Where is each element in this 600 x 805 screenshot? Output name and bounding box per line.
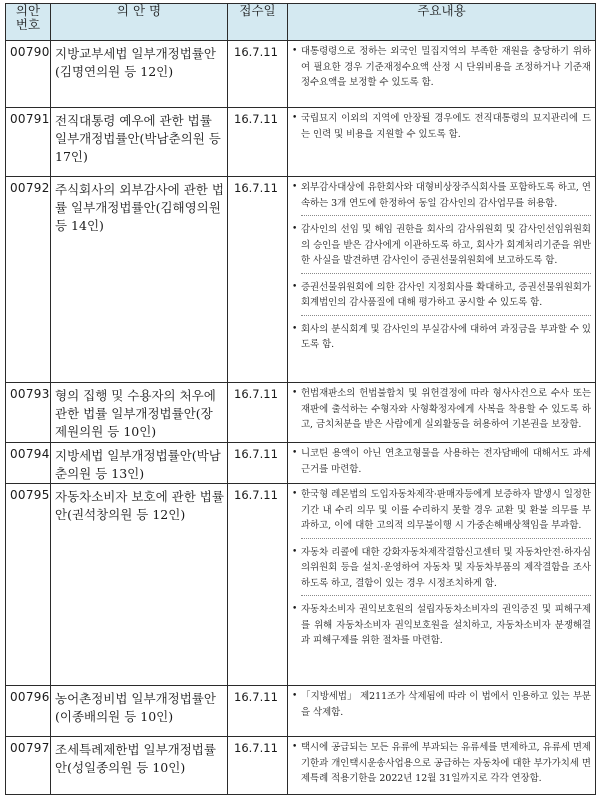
bill-number: 00794 (6, 443, 51, 484)
bullet-icon: • (292, 182, 298, 192)
bill-name: 전직대통령 예우에 관한 법률 일부개정법률안(박남춘의원 등 17인) (51, 108, 228, 177)
main-content (288, 737, 596, 795)
content-item (292, 222, 591, 269)
content-item (292, 602, 591, 649)
bill-table (5, 3, 596, 795)
header-main-content: 주요내용 (288, 4, 596, 41)
bill-number: 00796 (6, 686, 51, 737)
item-separator (301, 595, 591, 596)
bill-name: 형의 집행 및 수용자의 처우에 관한 법률 일부개정법률안(장제원의원 등 10인) (51, 383, 228, 443)
bullet-icon: • (292, 323, 298, 334)
bullet-icon: • (292, 281, 298, 292)
content-item-text: 국립묘지 이외의 지역에 안장될 경우에도 전직대통령의 묘지관리에 드는 인력 및 비용을 지원할 수 있도록 함. (301, 113, 591, 140)
receipt-date: 16.7.11 (228, 737, 288, 795)
receipt-date: 16.7.11 (228, 686, 288, 737)
table-header-row (6, 4, 596, 41)
main-content (288, 108, 596, 177)
content-item (292, 280, 591, 311)
content-item (292, 322, 591, 353)
main-content (288, 686, 596, 737)
receipt-date: 16.7.11 (228, 41, 288, 108)
item-separator (301, 273, 591, 274)
bill-name: 지방세법 일부개정법률안(박남춘의원 등 13인) (51, 443, 228, 484)
bullet-icon: • (292, 604, 298, 614)
main-content (288, 41, 596, 108)
header-receipt-date: 접수일 (228, 4, 288, 41)
content-item-text: 택시에 공급되는 모든 유류에 부과되는 유류세를 면제하고, 유류세 면제기한과 개인택시운송사업용으로 공급하는 자동차에 대한 부가가치세 면제특례 적용기한을 2022년 12월 31일까지로 각각 연장함. (301, 742, 591, 784)
table-row (6, 108, 596, 177)
bill-number: 00795 (6, 484, 51, 686)
header-bill-number-line1: 의안 (15, 3, 41, 18)
content-item (292, 740, 591, 787)
bullet-icon: • (292, 691, 298, 701)
bullet-icon: • (292, 388, 298, 398)
table-row (6, 383, 596, 443)
bullet-icon: • (292, 46, 298, 56)
content-item (292, 446, 591, 477)
content-item-text: 자동차 리콜에 대한 강화자동차제작결함신고센터 및 자동차안전·하자심의위원회 등을 설치·운영하여 자동차 및 자동차부품의 제작결함을 조사하도록 하고, 결함이 있는 경우 시정조치하게 함. (301, 546, 591, 589)
content-item (292, 44, 591, 91)
content-item (292, 386, 591, 433)
bill-name: 주식회사의 외부감사에 관한 법률 일부개정법률안(김해영의원 등 14인) (51, 177, 228, 383)
main-content (288, 177, 596, 383)
content-item-text: 감사인의 선임 및 해임 권한을 회사의 감사위원회 및 감사인선임위원회의 승인을 받은 감사에게 이관하도록 하고, 회사가 회계처리기준을 위반한 사실을 발견하면 감사인이 증권선물위원회에 보고하도록 함. (301, 224, 591, 266)
header-bill-name: 의 안 명 (51, 4, 228, 41)
header-bill-number-line2: 번호 (15, 17, 41, 32)
table-row (6, 484, 596, 686)
header-bill-number (6, 4, 51, 41)
bullet-icon: • (292, 224, 298, 234)
item-separator (301, 215, 591, 216)
table-body (6, 41, 596, 795)
item-separator (301, 315, 591, 316)
bill-number: 00792 (6, 177, 51, 383)
bill-number: 00790 (6, 41, 51, 108)
content-item-text: 자동차소비자 권익보호원의 설립자동차소비자의 권익증진 및 피해구제를 위해 자동차소비자 권익보호원을 설치하고, 자동차소비자 분쟁해결과 피해구제를 위한 절차를 마련함. (301, 604, 591, 646)
bill-name: 자동차소비자 보호에 관한 법률안(권석창의원 등 12인) (51, 484, 228, 686)
content-item-text: 한국형 레몬법의 도입자동차제작·판매자등에게 보증하자 발생시 일정한 기간 내 수리 의무 및 이를 수리하지 못할 경우 교환 및 환불 의무를 부과하고, 이에 대한 고의적 의무불이행 시 가중손해배상책임을 부과함. (301, 489, 591, 531)
bill-name: 조세특례제한법 일부개정법률안(성일종의원 등 10인) (51, 737, 228, 795)
main-content (288, 443, 596, 484)
content-item-text: 외부감사대상에 유한회사와 대형비상장주식회사를 포함하도록 하고, 연속하는 3개 연도에 한정하여 동일 감사인의 감사업무를 허용함. (301, 182, 591, 209)
content-item-text: 니코틴 용액이 아닌 연초고형물을 사용하는 전자담배에 대해서도 과세 근거를 마련함. (301, 448, 591, 475)
bullet-icon: • (292, 448, 298, 458)
bill-number: 00797 (6, 737, 51, 795)
table-row (6, 686, 596, 737)
main-content (288, 383, 596, 443)
content-item (292, 545, 591, 592)
content-item (292, 111, 591, 142)
bullet-icon: • (292, 113, 298, 123)
content-item (292, 180, 591, 211)
bill-name: 농어촌정비법 일부개정법률안(이종배의원 등 10인) (51, 686, 228, 737)
bill-name: 지방교부세법 일부개정법률안(김명연의원 등 12인) (51, 41, 228, 108)
receipt-date: 16.7.11 (228, 177, 288, 383)
table-row (6, 41, 596, 108)
table-row (6, 737, 596, 795)
content-item (292, 487, 591, 534)
bill-number: 00793 (6, 383, 51, 443)
bullet-icon: • (292, 742, 298, 752)
content-item-text: 대통령령으로 정하는 외국인 밀집지역의 부족한 재원을 충당하기 위하여 필요한 경우 기준재정수요액 산정 시 단위비용을 조정하거나 기준재정수요액을 보정할 수 있도록 함. (301, 46, 591, 88)
receipt-date: 16.7.11 (228, 484, 288, 686)
table-row (6, 443, 596, 484)
receipt-date: 16.7.11 (228, 443, 288, 484)
table-row (6, 177, 596, 383)
content-item-text: 헌법재판소의 헌법불합치 및 위헌결정에 따라 형사사건으로 수사 또는 재판에 출석하는 수형자와 사형확정자에게 사복을 착용할 수 있도록 하고, 금치처분을 받은 사람에게 실외활동을 허용하여 기본권을 보장함. (301, 388, 591, 430)
content-item (292, 689, 591, 720)
main-content (288, 484, 596, 686)
bullet-icon: • (292, 546, 298, 557)
content-item-text: 「지방세법」 제211조가 삭제됨에 따라 이 법에서 인용하고 있는 부분을 삭제함. (301, 691, 591, 718)
item-separator (301, 538, 591, 539)
content-item-text: 증권선물위원회에 의한 감사인 지정회사를 확대하고, 증권선물위원회가 회계법인의 감사품질에 대해 평가하고 공시할 수 있도록 함. (301, 281, 591, 308)
bullet-icon: • (292, 489, 298, 499)
content-item-text: 회사의 분식회계 및 감사인의 부실감사에 대하여 과징금을 부과할 수 있도록 함. (301, 323, 591, 350)
receipt-date: 16.7.11 (228, 383, 288, 443)
receipt-date: 16.7.11 (228, 108, 288, 177)
bill-number: 00791 (6, 108, 51, 177)
